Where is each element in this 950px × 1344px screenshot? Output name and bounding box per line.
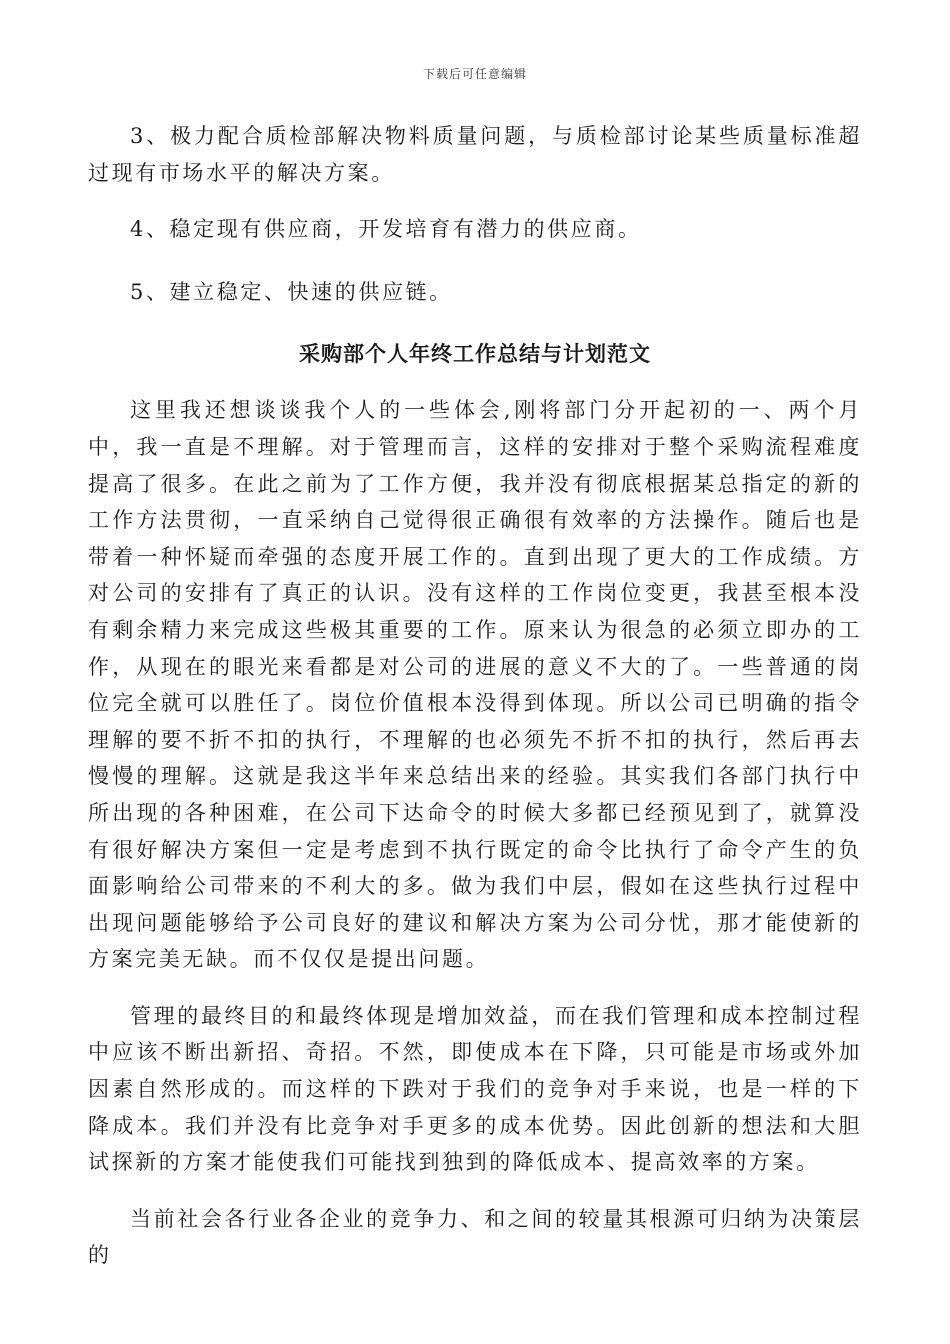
document-body <box>88 118 862 1294</box>
paragraph-1: 这里我还想谈谈我个人的一些体会,刚将部门分开起初的一、两个月中，我一直是不理解。对于管理而言，这样的安排对于整个采购流程难度提高了很多。在此之前为了工作方便，我并没有彻底根据某总指定的新的工作方法贯彻，一直采纳自己觉得很正确很有效率的方法操作。随后也是带着一种怀疑而牵强的态度开展工作的。直到出现了更大的工作成绩。方对公司的安排有了真正的认识。没有这样的工作岗位变更，我甚至根本没有剩余精力来完成这些极其重要的工作。原来认为很急的必须立即办的工作，从现在的眼光来看都是对公司的进展的意义不大的了。一些普通的岗位完全就可以胜任了。岗位价值根本没得到体现。所以公司已明确的指令理解的要不折不扣的执行，不理解的也必须先不折不扣的执行，然后再去慢慢的理解。这就是我这半年来总结出来的经验。其实我们各部门执行中所出现的各种困难，在公司下达命令的时候大多都已经预见到了，就算没有很好解决方案但一定是考虑到不执行既定的命令比执行了命令产生的负面影响给公司带来的不利大的多。做为我们中层，假如在这些执行过程中出现问题能够给予公司良好的建议和解决方案为公司分忧，那才能使新的方案完美无缺。而不仅仅是提出问题。 <box>88 398 862 972</box>
section-title: 采购部个人年终工作总结与计划范文 <box>299 342 651 367</box>
paragraph-2: 管理的最终目的和最终体现是增加效益，而在我们管理和成本控制过程中应该不断出新招、奇招。不然，即使成本在下降，只可能是市场或外加因素自然形成的。而这样的下跌对于我们的竞争对手来说，也是一样的下降成本。我们并没有比竞争对手更多的成本优势。因此创新的想法和大胆试探新的方案才能使我们可能找到独到的降低成本、提高效率的方案。 <box>88 1003 862 1175</box>
list-item-3: 3、极力配合质检部解决物料质量问题，与质检部讨论某些质量标准超过现有市场水平的解决方案。 <box>88 124 862 185</box>
list-item-5: 5、建立稳定、快速的供应链。 <box>130 279 453 304</box>
list-item-4: 4、稳定现有供应商，开发培育有潜力的供应商。 <box>130 217 642 242</box>
page-header: 下载后可任意编辑 <box>422 67 527 81</box>
paragraph-3: 当前社会各行业各企业的竞争力、和之间的较量其根源可归纳为决策层的 <box>88 1206 862 1268</box>
